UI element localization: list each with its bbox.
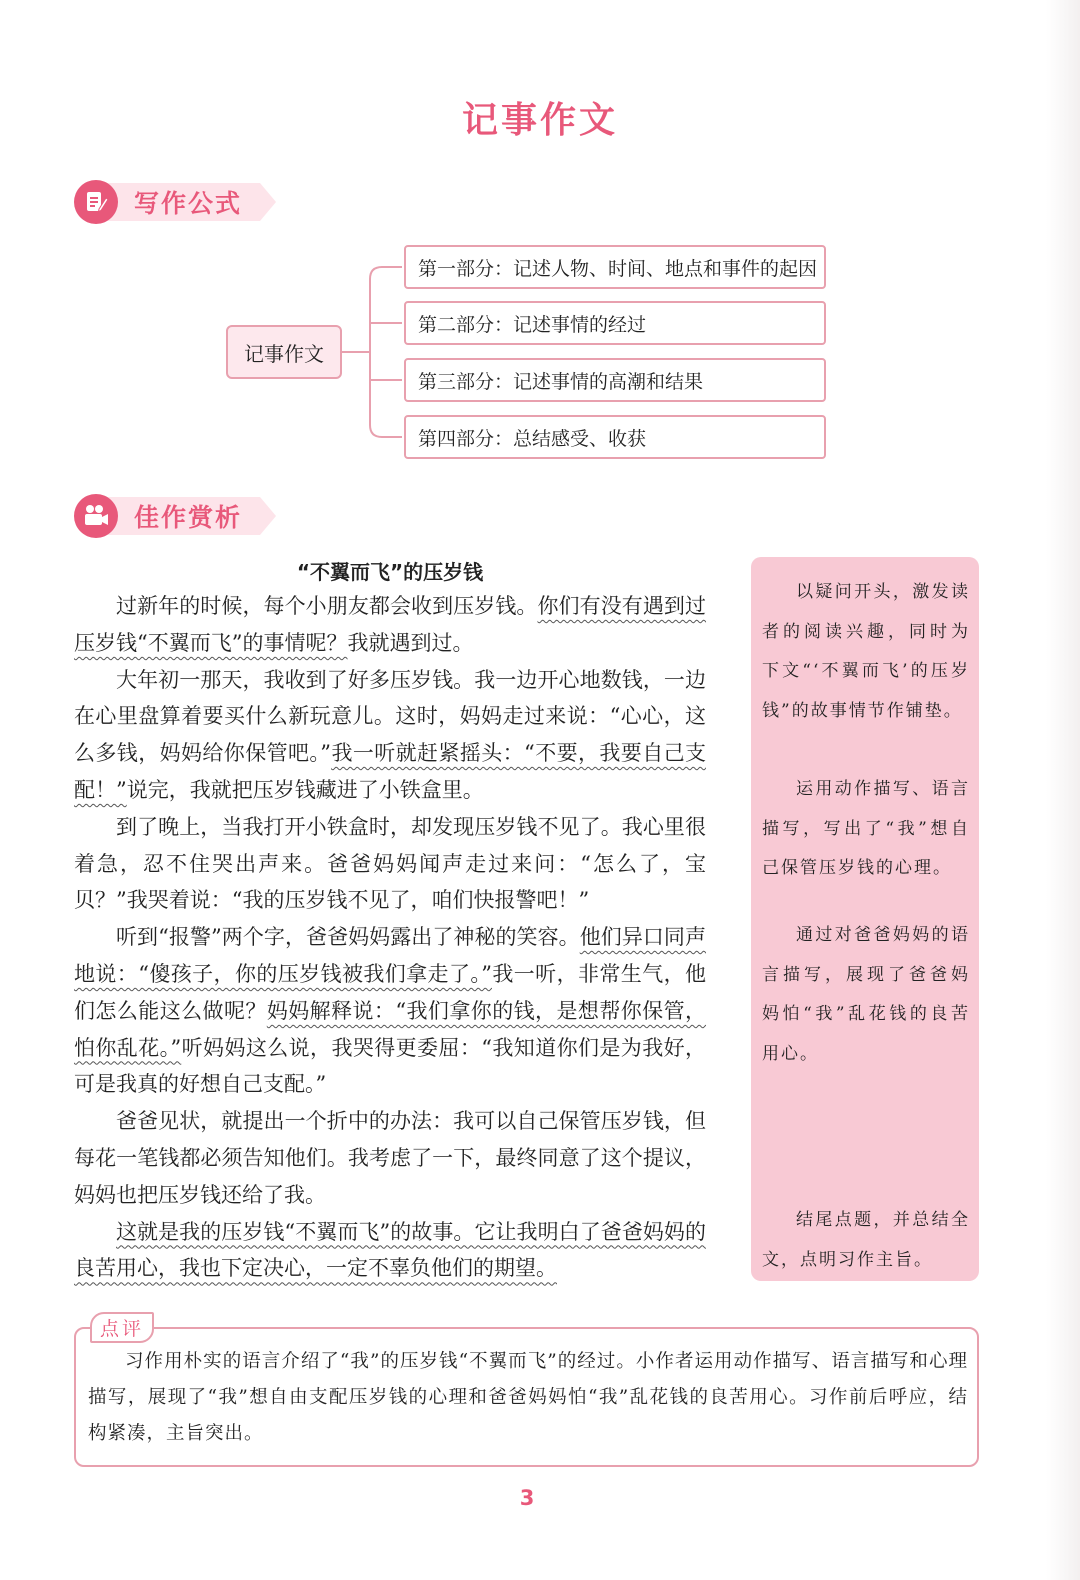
side-note-1: 以疑问开头，激发读者的阅读兴趣，同时为下文“‘不翼而飞’的压岁钱”的故事情节作铺垫。 (762, 582, 970, 721)
essay-sentence: 说完，我就把压岁钱藏进了小铁盒里。 (126, 777, 484, 802)
page-edge-shadow (1046, 0, 1080, 1580)
side-note-2: 运用动作描写、语言描写，写出了“我”想自己保管压岁钱的心理。 (762, 779, 970, 878)
notepad-pencil-icon (74, 180, 118, 224)
mindmap-part-4: 第四部分：总结感受、收获 (404, 415, 826, 459)
essay-paragraph (74, 1103, 706, 1213)
underlined-sentence: 妈妈解释说：“我们拿你的钱，是想帮你保管，怕你乱花。” (74, 998, 707, 1060)
essay-paragraph (74, 809, 706, 919)
video-camera-icon (74, 494, 118, 538)
side-note-3: 通过对爸爸妈妈的语言描写，展现了爸爸妈妈怕“我”乱花钱的良苦用心。 (762, 925, 970, 1064)
underlined-sentence: 你们有没有遇到过压岁钱“不翼而飞”的事情呢？ (74, 594, 707, 655)
comment-label: 点评 (90, 1312, 154, 1343)
underlined-sentence: 这就是我的压岁钱“不翼而飞”的故事。它让我明白了爸爸妈妈的良苦用心，我也下定决心，一定不辜负他们的期望。 (74, 1219, 706, 1281)
section-title-example: 佳作赏析 (134, 503, 243, 532)
underlined-sentence: 我一听就赶紧摇头：“不要，我要自己支配！” (74, 741, 706, 802)
essay-sentence: 大年初一那天，我收到了好多压岁钱。我一边开心地数钱，一边在心里盘算着要买什么新玩意儿。这时，妈妈走过来说：“心心，这么多钱，妈妈给你保管吧。” (74, 667, 706, 766)
mindmap-connectors (340, 240, 406, 440)
essay-sentence: 听到“报警”两个字，爸爸妈妈露出了神秘的笑容。 (116, 925, 580, 950)
section-header-example (74, 494, 274, 538)
comment-text: 习作用朴实的语言介绍了“我”的压岁钱“不翼而飞”的经过。小作者运用动作描写、语言描写和心理描写，展现了“我”想自由支配压岁钱的心理和爸爸妈妈怕“我”乱花钱的良苦用心。习作前后呼应，结构紧凑，主旨突出。 (88, 1351, 968, 1444)
essay-sentence: 到了晚上，当我打开小铁盒时，却发现压岁钱不见了。我心里很着急，忍不住哭出声来。爸爸妈妈闻声走过来问：“怎么了，宝贝？”我哭着说：“我的压岁钱不见了，咱们快报警吧！” (74, 814, 706, 913)
underlined-sentence: 他们异口同声地说：“傻孩子，你的压岁钱被我们拿走了。” (74, 925, 706, 986)
section-header-formula (74, 180, 274, 224)
mindmap-root: 记事作文 (226, 325, 342, 379)
mindmap-part-2: 第二部分：记述事情的经过 (404, 301, 826, 345)
essay-sentence: 爸爸见状，就提出一个折中的办法：我可以自己保管压岁钱，但每花一笔钱都必须告知他们。我考虑了一下，最终同意了这个提议，妈妈也把压岁钱还给了我。 (74, 1109, 706, 1207)
essay-paragraph (74, 662, 706, 809)
essay-paragraph (74, 588, 706, 662)
essay-paragraph (74, 1214, 706, 1288)
page-title: 记事作文 (461, 100, 618, 141)
essay-sentence: 我就遇到过。 (347, 630, 474, 655)
essay-sentence: 我一听，非常生气，他们怎么能这么做呢？ (74, 961, 706, 1023)
mindmap-part-3: 第三部分：记述事情的高潮和结果 (404, 358, 826, 402)
essay-sentence: 听妈妈这么说，我哭得更委屈：“我知道你们是为我好，可是我真的好想自己支配。” (74, 1035, 706, 1097)
essay-sentence: 过新年的时候，每个小朋友都会收到压岁钱。 (116, 594, 538, 618)
mindmap-part-1: 第一部分：记述人物、时间、地点和事件的起因 (404, 245, 826, 289)
side-note-4: 结尾点题，并总结全文，点明习作主旨。 (762, 1210, 970, 1270)
page-number: 3 (519, 1486, 535, 1510)
essay-body (74, 588, 706, 1287)
essay-title: “不翼而飞”的压岁钱 (296, 560, 484, 584)
essay-paragraph (74, 919, 706, 1103)
section-title-formula: 写作公式 (134, 189, 243, 218)
